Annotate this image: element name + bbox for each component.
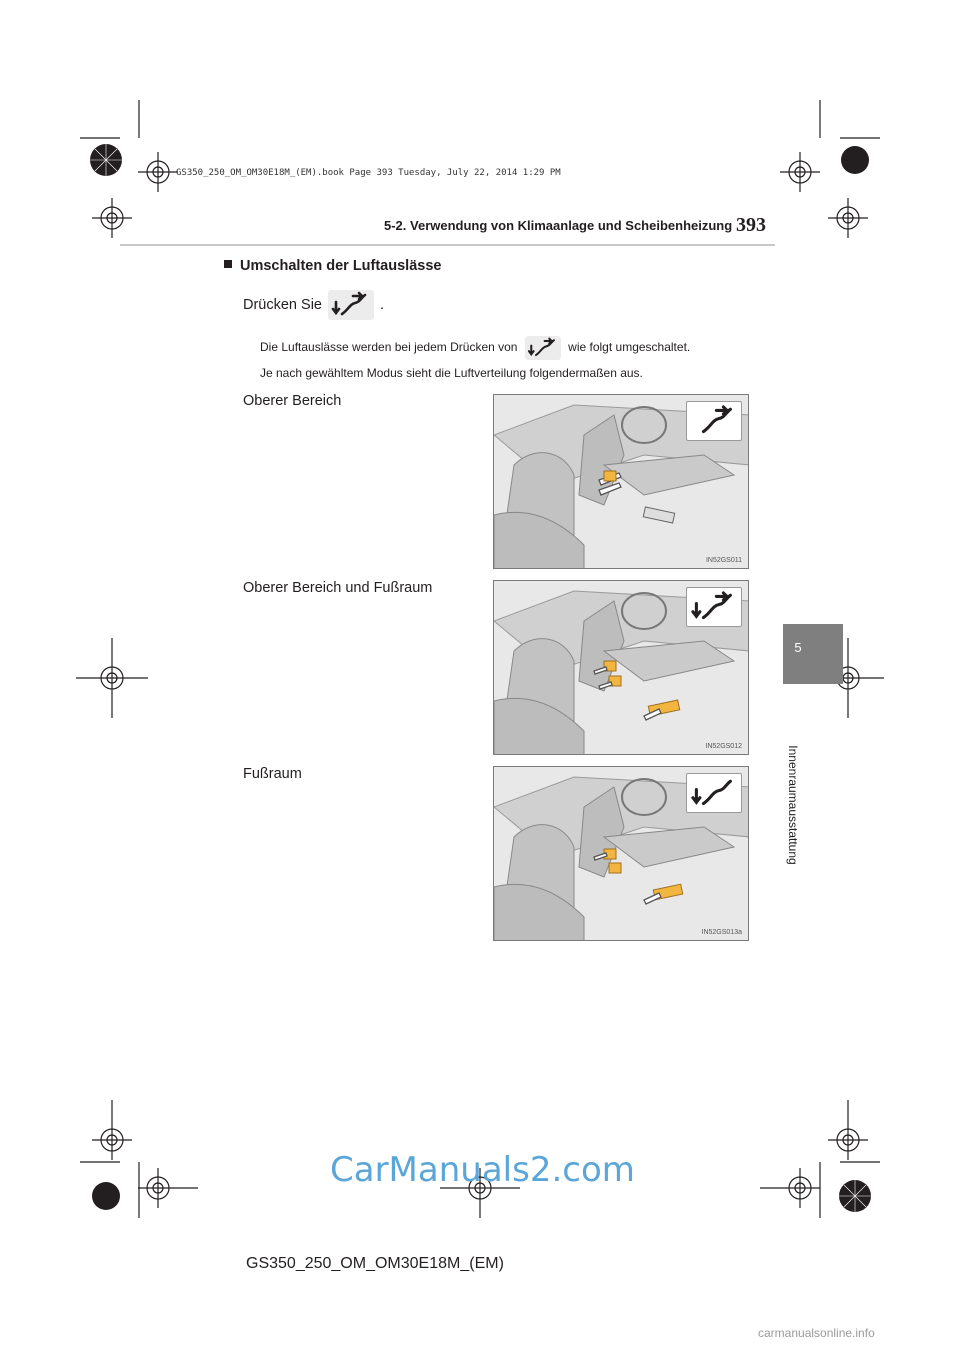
figure-code: IN52GS012 (705, 743, 742, 750)
footer-doc-code: GS350_250_OM_OM30E18M_(EM) (246, 1255, 504, 1272)
file-info-line: GS350_250_OM_OM30E18M_(EM).book Page 393 Tuesday, July 22, 2014 1:29 PM (176, 168, 561, 178)
chapter-label-container (758, 740, 828, 870)
upper-and-foot-vent-icon (686, 587, 742, 627)
note-switch-suffix: wie folgt umgeschaltet. (568, 340, 691, 355)
figure-code: IN52GS013a (701, 929, 742, 936)
heading-bullet-icon (224, 260, 232, 268)
watermark-secondary: carmanualsonline.info (758, 1326, 875, 1340)
foot-vent-icon (686, 773, 742, 813)
upper-vent-icon (686, 401, 742, 441)
header-divider (120, 244, 775, 246)
mode-label-upper: Oberer Bereich (243, 393, 342, 409)
chapter-label: Innenraumausstattung (786, 745, 800, 865)
figure-foot (493, 766, 749, 941)
mode-label-upper-foot: Oberer Bereich und Fußraum (243, 580, 433, 596)
press-instruction (243, 290, 384, 320)
heading-text: Umschalten der Luftauslässe (240, 258, 442, 274)
page-number: 393 (736, 214, 766, 236)
air-outlet-mode-icon (328, 290, 374, 320)
note-switch (260, 336, 690, 360)
air-outlet-mode-icon-inline (525, 336, 561, 360)
press-prefix: Drücken Sie (243, 296, 322, 313)
press-suffix: . (380, 296, 385, 313)
mode-label-foot: Fußraum (243, 766, 302, 782)
section-heading: 5-2. Verwendung von Klimaanlage und Scheibenheizung (384, 218, 733, 233)
figure-upper (493, 394, 749, 569)
watermark: CarManuals2.com (330, 1150, 635, 1190)
note-switch-prefix: Die Luftauslässe werden bei jedem Drücken von (260, 340, 518, 355)
figure-upper-foot (493, 580, 749, 755)
figure-code: IN52GS011 (705, 557, 742, 564)
note-distribution: Je nach gewähltem Modus sieht die Luftverteilung folgendermaßen aus. (260, 366, 643, 380)
content-heading (224, 258, 441, 274)
chapter-number: 5 (794, 640, 802, 655)
